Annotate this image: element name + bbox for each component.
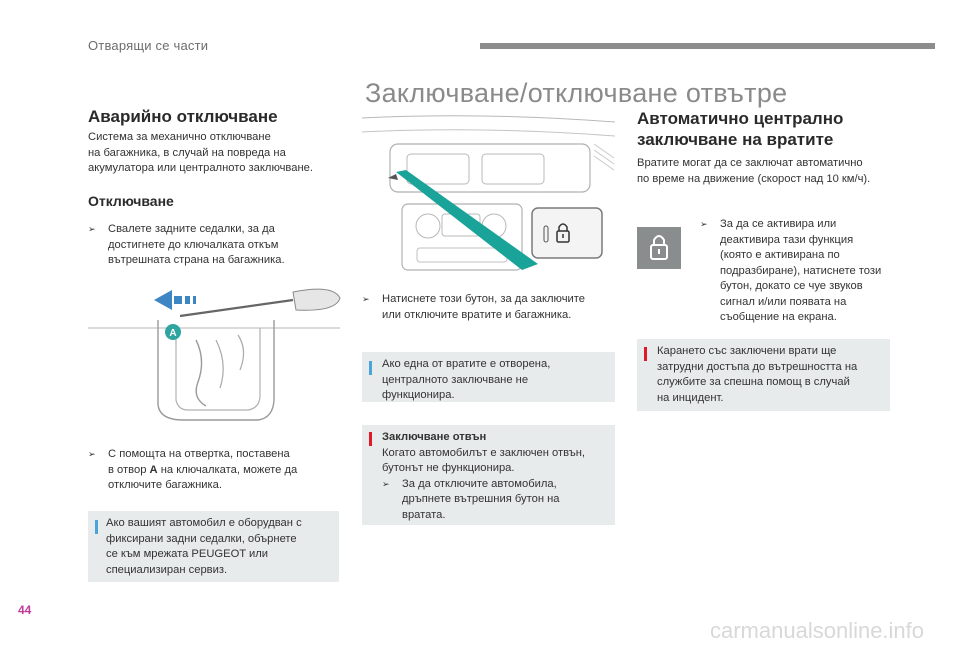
lock-icon — [637, 227, 681, 269]
info-line: Ако една от вратите е отворена, — [382, 358, 551, 370]
label-a: A — [169, 328, 177, 339]
bullet-fragment: на ключалката, можете да — [157, 463, 298, 476]
bullet-item — [362, 292, 617, 323]
warning-line: бутонът не функционира. — [382, 462, 515, 474]
bullet-arrow-icon: ➢ — [88, 449, 96, 459]
emergency-unlock-intro — [88, 130, 348, 177]
bullet-line: сигнал и/или появата на — [720, 295, 847, 308]
info-line: фиксирани задни седалки, обърнете — [106, 532, 297, 545]
bullet-line: дръпнете вътрешния бутон на — [402, 493, 560, 505]
bullet-item — [88, 222, 348, 269]
bullet-line — [108, 463, 297, 479]
bullet-line: С помощта на отвертка, поставена — [108, 448, 290, 460]
intro-line: Вратите могат да се заключат автоматично — [637, 157, 863, 169]
warning-icon — [644, 347, 647, 361]
bullet-arrow-icon: ➢ — [700, 219, 708, 229]
warning-box — [362, 425, 615, 525]
info-box — [362, 352, 615, 402]
bullet-line: вътрешната страна на багажника. — [108, 254, 285, 266]
page-title: Заключване/отключване отвътре — [365, 78, 788, 108]
section-title: Отварящи се части — [88, 38, 209, 53]
info-box — [88, 511, 339, 582]
warning-line: Карането със заключени врати ще — [657, 345, 837, 357]
bullet-line: деактивира тази функция — [720, 233, 854, 246]
bullet-line: (която е активирана по — [720, 249, 840, 261]
bullet-item — [382, 477, 610, 524]
info-bar-icon — [369, 361, 372, 375]
direction-arrow-icon — [154, 290, 196, 310]
bullet-line: За да се активира или — [720, 218, 837, 230]
header-bar — [480, 43, 935, 49]
auto-lock-heading — [637, 108, 927, 150]
info-line: специализиран сервиз. — [106, 563, 228, 576]
auto-lock-intro — [637, 156, 927, 187]
lock-button-tile — [637, 227, 681, 269]
intro-line: на багажника, в случай на повреда на — [88, 146, 286, 159]
heading-line: Автоматично централно — [637, 109, 844, 128]
warning-line: затрудни достъпа до вътрешността на — [657, 360, 858, 373]
bullet-item — [700, 217, 900, 326]
bullet-line: бутон, докато се чуе звуков — [720, 280, 863, 292]
bullet-line: отключите багажника. — [108, 479, 223, 491]
bullet-fragment-bold: A — [149, 463, 158, 476]
center-console-illustration — [362, 114, 615, 274]
info-line: Ако вашият автомобил е оборудван с — [106, 517, 302, 529]
bullet-line: Свалете задните седалки, за да — [108, 223, 275, 235]
bullet-arrow-icon: ➢ — [362, 294, 370, 304]
bullet-line: подразбиране), натиснете този — [720, 264, 882, 277]
info-line: централното заключване не — [382, 373, 529, 386]
bullet-line: или отключите вратите и багажника. — [382, 308, 572, 321]
bullet-item — [88, 447, 348, 494]
trunk-lock-illustration — [88, 280, 343, 425]
bullet-line: За да отключите автомобила, — [402, 477, 557, 490]
heading-line: заключване на вратите — [637, 130, 834, 149]
bullet-line: вратата. — [402, 508, 446, 521]
bullet-arrow-icon: ➢ — [382, 478, 390, 489]
bullet-line: Натиснете този бутон, за да заключите — [382, 293, 585, 305]
bullet-line: съобщение на екрана. — [720, 311, 837, 323]
info-line: функционира. — [382, 389, 455, 401]
emergency-unlock-heading: Аварийно отключване — [88, 107, 278, 126]
info-bar-icon — [95, 520, 98, 534]
warning-title: Заключване отвън — [382, 431, 487, 443]
intro-line: акумулатора или централното заключване. — [88, 162, 313, 174]
unlock-subheading: Отключване — [88, 193, 174, 209]
intro-line: по време на движение (скорост над 10 км/ч). — [637, 172, 871, 185]
bullet-fragment: в отвор — [108, 463, 150, 476]
page-number: 44 — [18, 603, 32, 617]
warning-icon — [369, 432, 372, 446]
bullet-arrow-icon: ➢ — [88, 224, 96, 234]
warning-box — [637, 339, 890, 411]
warning-line: Когато автомобилът е заключен отвън, — [382, 446, 586, 459]
warning-line: службите за спешна помощ в случай — [657, 376, 850, 388]
bullet-line: достигнете до ключалката откъм — [108, 238, 279, 251]
warning-line: на инцидент. — [657, 391, 724, 404]
watermark: carmanualsonline.info — [710, 618, 925, 643]
info-line: се към мрежата PEUGEOT или — [106, 548, 269, 560]
intro-line: Система за механично отключване — [88, 131, 271, 143]
